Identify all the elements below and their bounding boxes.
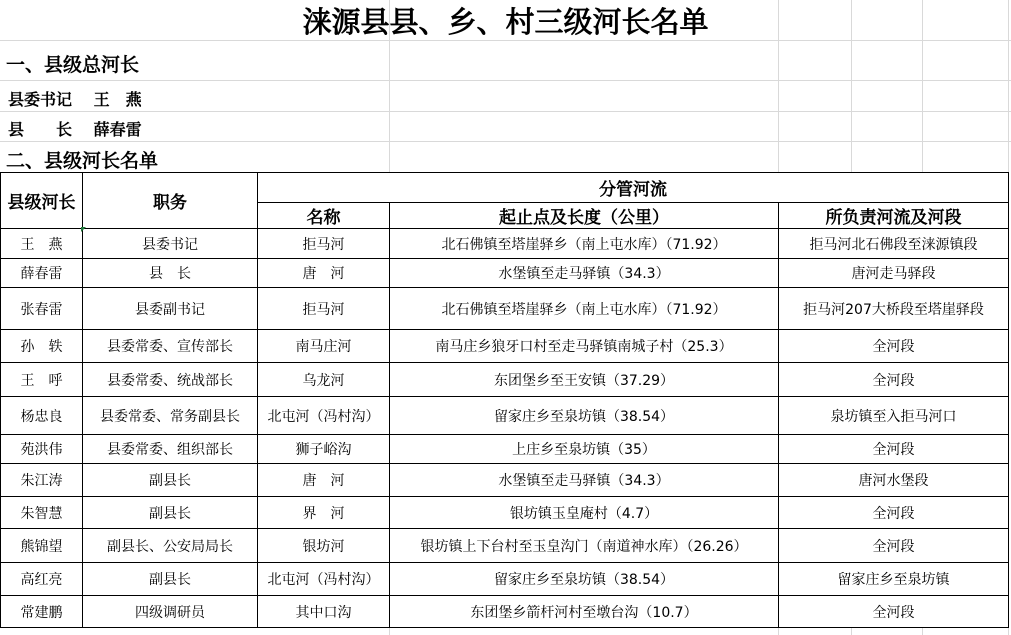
cell-chief: 朱智慧 (1, 497, 83, 529)
cell-range: 南马庄乡狼牙口村至走马驿镇南城子村（25.3） (390, 330, 779, 363)
cell-chief: 王 燕 (1, 229, 83, 259)
gridline (0, 40, 1011, 41)
cell-river: 其中口沟 (258, 596, 390, 628)
gridline (0, 141, 1011, 142)
cell-section: 拒马河207大桥段至塔崖驿段 (779, 288, 1009, 330)
cell-range: 银坊镇上下台村至玉皇沟门（南道神水库）（26.26） (390, 529, 779, 563)
cell-range: 银坊镇玉皇庵村（4.7） (390, 497, 779, 529)
cell-section: 全河段 (779, 435, 1009, 464)
table-row (1, 435, 1009, 464)
cell-section: 唐河水堡段 (779, 464, 1009, 497)
table-row (1, 563, 1009, 596)
header-chief: 县级河长 (1, 173, 83, 229)
cell-position: 县委副书记 (83, 288, 258, 330)
header-river-name: 名称 (258, 203, 390, 229)
header-river-group: 分管河流 (258, 173, 1009, 203)
cell-comment-marker (81, 227, 86, 232)
table-row (1, 464, 1009, 497)
cell-chief: 杨忠良 (1, 397, 83, 435)
cell-section: 唐河走马驿段 (779, 259, 1009, 288)
cell-chief: 高红亮 (1, 563, 83, 596)
cell-position: 县委常委、常务副县长 (83, 397, 258, 435)
leader-role: 县委书记 (8, 90, 73, 109)
table-row (1, 330, 1009, 363)
leader-role: 县 长 (8, 120, 73, 139)
table-row (1, 229, 1009, 259)
table-row (1, 596, 1009, 628)
cell-river: 界 河 (258, 497, 390, 529)
cell-section: 全河段 (779, 363, 1009, 397)
cell-section: 全河段 (779, 529, 1009, 563)
table-row (1, 363, 1009, 397)
table-body (1, 229, 1009, 628)
cell-position: 县委常委、统战部长 (83, 363, 258, 397)
table-row (1, 259, 1009, 288)
leader-name: 王 燕 (93, 90, 142, 109)
cell-section: 拒马河北石佛段至涞源镇段 (779, 229, 1009, 259)
cell-section: 泉坊镇至入拒马河口 (779, 397, 1009, 435)
cell-section: 全河段 (779, 596, 1009, 628)
cell-range: 留家庄乡至泉坊镇（38.54） (390, 397, 779, 435)
cell-river: 北屯河（冯村沟） (258, 397, 390, 435)
table-row (1, 497, 1009, 529)
leader-line-1 (8, 87, 142, 110)
cell-position: 四级调研员 (83, 596, 258, 628)
cell-chief: 孙 轶 (1, 330, 83, 363)
cell-position: 县委常委、组织部长 (83, 435, 258, 464)
leader-line-2 (8, 117, 142, 140)
cell-river: 乌龙河 (258, 363, 390, 397)
cell-chief: 薛春雷 (1, 259, 83, 288)
section-heading-county-list: 二、县级河长名单 (6, 150, 159, 172)
cell-river: 拒马河 (258, 288, 390, 330)
cell-position: 副县长 (83, 497, 258, 529)
cell-chief: 朱江涛 (1, 464, 83, 497)
cell-river: 银坊河 (258, 529, 390, 563)
table-row (1, 529, 1009, 563)
header-range: 起止点及长度（公里） (390, 203, 779, 229)
cell-position: 副县长 (83, 464, 258, 497)
page-title: 涞源县县、乡、村三级河长名单 (302, 5, 709, 39)
cell-river: 狮子峪沟 (258, 435, 390, 464)
cell-position: 县委常委、宣传部长 (83, 330, 258, 363)
cell-position: 副县长 (83, 563, 258, 596)
cell-range: 水堡镇至走马驿镇（34.3） (390, 259, 779, 288)
cell-river: 拒马河 (258, 229, 390, 259)
cell-chief: 王 呼 (1, 363, 83, 397)
cell-range: 东团堡乡箭杆河村至墩台沟（10.7） (390, 596, 779, 628)
cell-river: 南马庄河 (258, 330, 390, 363)
leader-name: 薛春雷 (93, 120, 142, 139)
cell-position: 县委书记 (83, 229, 258, 259)
section-heading-county-chief: 一、县级总河长 (6, 54, 140, 76)
cell-range: 上庄乡至泉坊镇（35） (390, 435, 779, 464)
cell-section: 留家庄乡至泉坊镇 (779, 563, 1009, 596)
river-chief-table (0, 172, 1009, 628)
header-position: 职务 (83, 173, 258, 229)
table-row (1, 288, 1009, 330)
cell-position: 副县长、公安局局长 (83, 529, 258, 563)
gridline (0, 111, 1011, 112)
cell-river: 唐 河 (258, 464, 390, 497)
cell-river: 唐 河 (258, 259, 390, 288)
cell-range: 东团堡乡至王安镇（37.29） (390, 363, 779, 397)
cell-chief: 苑洪伟 (1, 435, 83, 464)
cell-chief: 常建鹏 (1, 596, 83, 628)
gridline (0, 80, 1011, 81)
table-row (1, 397, 1009, 435)
cell-position: 县 长 (83, 259, 258, 288)
cell-range: 北石佛镇至塔崖驿乡（南上屯水库）（71.92） (390, 288, 779, 330)
header-section: 所负责河流及河段 (779, 203, 1009, 229)
cell-range: 水堡镇至走马驿镇（34.3） (390, 464, 779, 497)
cell-chief: 张春雷 (1, 288, 83, 330)
cell-section: 全河段 (779, 497, 1009, 529)
cell-range: 留家庄乡至泉坊镇（38.54） (390, 563, 779, 596)
cell-section: 全河段 (779, 330, 1009, 363)
cell-chief: 熊锦望 (1, 529, 83, 563)
cell-river: 北屯河（冯村沟） (258, 563, 390, 596)
cell-range: 北石佛镇至塔崖驿乡（南上屯水库）（71.92） (390, 229, 779, 259)
